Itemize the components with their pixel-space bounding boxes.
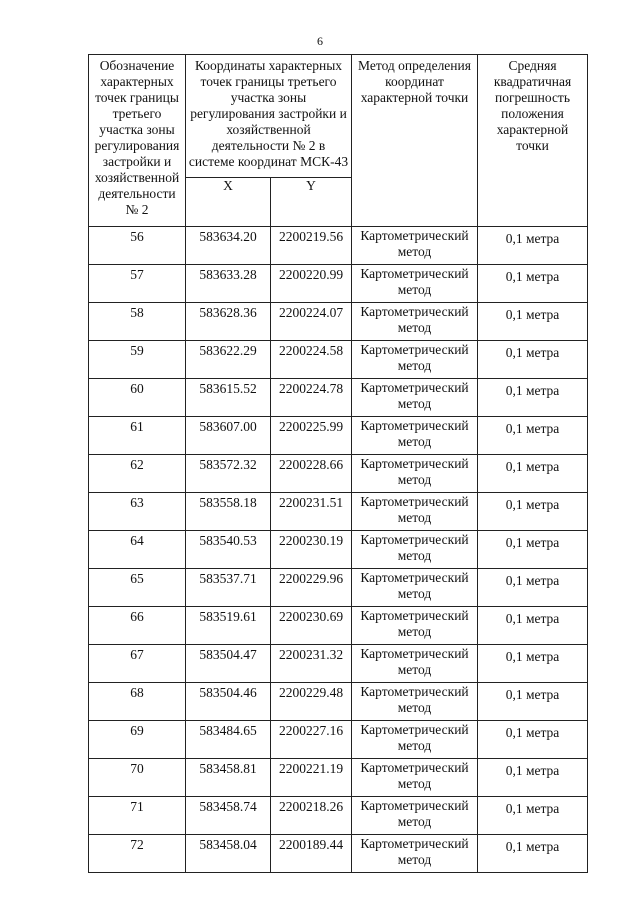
cell-method: Картометрический метод xyxy=(352,569,478,607)
table-row xyxy=(89,721,588,759)
cell-point: 66 xyxy=(89,607,186,645)
cell-method: Картометрический метод xyxy=(352,265,478,303)
cell-x: 583504.46 xyxy=(186,683,271,721)
coordinates-table xyxy=(88,54,588,873)
cell-x: 583458.74 xyxy=(186,797,271,835)
header-y: Y xyxy=(271,178,352,227)
cell-y: 2200230.69 xyxy=(271,607,352,645)
cell-point: 68 xyxy=(89,683,186,721)
header-x: X xyxy=(186,178,271,227)
table-row xyxy=(89,645,588,683)
cell-point: 71 xyxy=(89,797,186,835)
table-row xyxy=(89,379,588,417)
cell-y: 2200220.99 xyxy=(271,265,352,303)
header-coordinates: Координаты характерных точек границы третьего участка зоны регулирования застройки и хозяйственной деятельности № 2 в системе координат МСК-43 xyxy=(186,55,352,178)
cell-method: Картометрический метод xyxy=(352,493,478,531)
table-row xyxy=(89,493,588,531)
cell-y: 2200229.96 xyxy=(271,569,352,607)
cell-method: Картометрический метод xyxy=(352,797,478,835)
cell-y: 2200230.19 xyxy=(271,531,352,569)
cell-x: 583622.29 xyxy=(186,341,271,379)
cell-error: 0,1 метра xyxy=(478,835,588,873)
cell-method: Картометрический метод xyxy=(352,227,478,265)
cell-point: 63 xyxy=(89,493,186,531)
cell-point: 69 xyxy=(89,721,186,759)
cell-y: 2200219.56 xyxy=(271,227,352,265)
table-header xyxy=(89,55,588,227)
table-row xyxy=(89,455,588,493)
header-designation: Обозначение характерных точек границы третьего участка зоны регулирования застройки и хозяйственной деятельности № 2 xyxy=(89,55,186,227)
cell-x: 583458.04 xyxy=(186,835,271,873)
cell-x: 583540.53 xyxy=(186,531,271,569)
header-error: Средняя квадратичная погрешность положения характерной точки xyxy=(478,55,588,227)
cell-point: 62 xyxy=(89,455,186,493)
cell-method: Картометрический метод xyxy=(352,417,478,455)
cell-error: 0,1 метра xyxy=(478,797,588,835)
cell-x: 583628.36 xyxy=(186,303,271,341)
cell-method: Картометрический метод xyxy=(352,531,478,569)
cell-x: 583537.71 xyxy=(186,569,271,607)
cell-method: Картометрический метод xyxy=(352,303,478,341)
cell-point: 70 xyxy=(89,759,186,797)
cell-y: 2200227.16 xyxy=(271,721,352,759)
cell-method: Картометрический метод xyxy=(352,645,478,683)
cell-y: 2200229.48 xyxy=(271,683,352,721)
table-row xyxy=(89,569,588,607)
table-row xyxy=(89,797,588,835)
cell-method: Картометрический метод xyxy=(352,455,478,493)
cell-error: 0,1 метра xyxy=(478,721,588,759)
cell-x: 583504.47 xyxy=(186,645,271,683)
cell-method: Картометрический метод xyxy=(352,759,478,797)
cell-y: 2200221.19 xyxy=(271,759,352,797)
cell-error: 0,1 метра xyxy=(478,379,588,417)
cell-method: Картометрический метод xyxy=(352,721,478,759)
cell-x: 583633.28 xyxy=(186,265,271,303)
cell-error: 0,1 метра xyxy=(478,493,588,531)
cell-y: 2200189.44 xyxy=(271,835,352,873)
cell-error: 0,1 метра xyxy=(478,417,588,455)
cell-y: 2200224.78 xyxy=(271,379,352,417)
cell-point: 60 xyxy=(89,379,186,417)
table-row xyxy=(89,303,588,341)
table-row xyxy=(89,759,588,797)
cell-y: 2200231.51 xyxy=(271,493,352,531)
cell-x: 583634.20 xyxy=(186,227,271,265)
cell-x: 583458.81 xyxy=(186,759,271,797)
cell-x: 583484.65 xyxy=(186,721,271,759)
cell-x: 583607.00 xyxy=(186,417,271,455)
cell-error: 0,1 метра xyxy=(478,683,588,721)
table-row xyxy=(89,417,588,455)
cell-x: 583615.52 xyxy=(186,379,271,417)
cell-x: 583572.32 xyxy=(186,455,271,493)
cell-error: 0,1 метра xyxy=(478,455,588,493)
cell-y: 2200218.26 xyxy=(271,797,352,835)
cell-y: 2200224.58 xyxy=(271,341,352,379)
cell-error: 0,1 метра xyxy=(478,569,588,607)
cell-point: 57 xyxy=(89,265,186,303)
cell-error: 0,1 метра xyxy=(478,303,588,341)
cell-error: 0,1 метра xyxy=(478,645,588,683)
table-row xyxy=(89,607,588,645)
cell-point: 58 xyxy=(89,303,186,341)
cell-error: 0,1 метра xyxy=(478,531,588,569)
page-number: 6 xyxy=(317,34,323,48)
header-method: Метод определения координат характерной точки xyxy=(352,55,478,227)
cell-x: 583519.61 xyxy=(186,607,271,645)
cell-method: Картометрический метод xyxy=(352,341,478,379)
cell-error: 0,1 метра xyxy=(478,227,588,265)
cell-method: Картометрический метод xyxy=(352,835,478,873)
cell-point: 56 xyxy=(89,227,186,265)
table-row xyxy=(89,531,588,569)
cell-error: 0,1 метра xyxy=(478,341,588,379)
cell-point: 61 xyxy=(89,417,186,455)
cell-y: 2200225.99 xyxy=(271,417,352,455)
cell-x: 583558.18 xyxy=(186,493,271,531)
cell-error: 0,1 метра xyxy=(478,607,588,645)
cell-error: 0,1 метра xyxy=(478,759,588,797)
cell-point: 72 xyxy=(89,835,186,873)
table-row xyxy=(89,341,588,379)
cell-point: 67 xyxy=(89,645,186,683)
cell-y: 2200231.32 xyxy=(271,645,352,683)
table-row xyxy=(89,265,588,303)
table-row xyxy=(89,683,588,721)
cell-point: 59 xyxy=(89,341,186,379)
cell-method: Картометрический метод xyxy=(352,607,478,645)
cell-point: 64 xyxy=(89,531,186,569)
table-body xyxy=(89,227,588,873)
cell-method: Картометрический метод xyxy=(352,683,478,721)
cell-method: Картометрический метод xyxy=(352,379,478,417)
cell-point: 65 xyxy=(89,569,186,607)
cell-y: 2200224.07 xyxy=(271,303,352,341)
cell-error: 0,1 метра xyxy=(478,265,588,303)
table-row xyxy=(89,835,588,873)
cell-y: 2200228.66 xyxy=(271,455,352,493)
table-row xyxy=(89,227,588,265)
